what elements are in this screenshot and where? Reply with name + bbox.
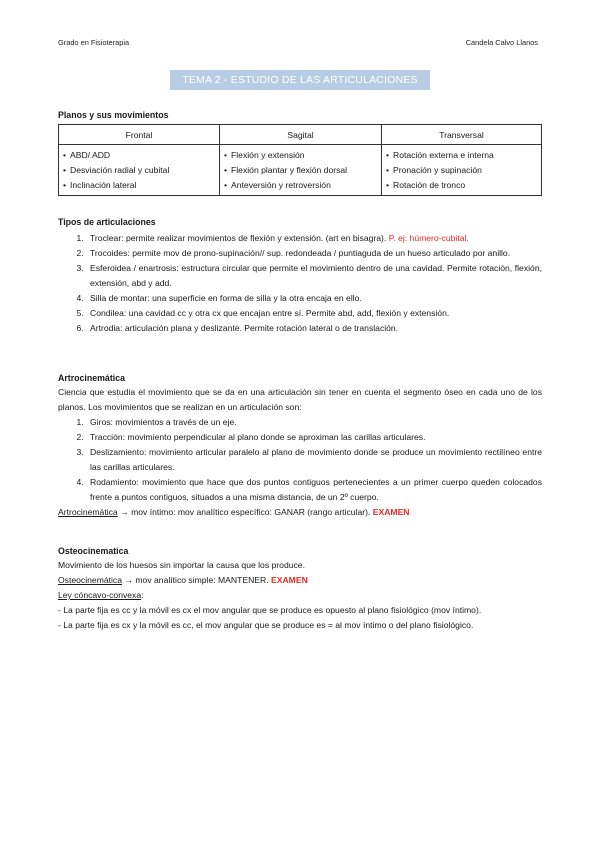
type-troclear-note: P. ej: húmero-cubital. bbox=[388, 233, 469, 243]
artro-summary bbox=[58, 505, 542, 520]
artro-section bbox=[58, 373, 542, 520]
list-item: 6. Artrodia: articulación plana y deslizante. Permite rotación lateral o de translación. bbox=[86, 321, 542, 336]
table-header-row bbox=[59, 125, 542, 145]
exam-tag: EXAMEN bbox=[271, 575, 308, 585]
osteo-heading: Osteocinematica bbox=[58, 546, 129, 556]
artro-list bbox=[58, 415, 542, 505]
law-heading-line bbox=[58, 588, 542, 603]
col-frontal: Frontal bbox=[59, 125, 220, 145]
list-item: 3. Esferoidea / enartrosis: estructura circular que permite el movimiento dentro de una cavidad. Permite rotación, flexión, extensión, abd y add. bbox=[86, 261, 542, 291]
col-sagital: Sagital bbox=[220, 125, 382, 145]
list-item: 4. Silla de montar: una superficie en forma de silla y la otra encaja en ello. bbox=[86, 291, 542, 306]
list-item: • Rotación externa e interna bbox=[386, 148, 537, 163]
exam-tag: EXAMEN bbox=[372, 507, 410, 517]
types-list bbox=[58, 231, 542, 336]
artro-heading: Artrocinemática bbox=[58, 373, 125, 383]
list-item: 5. Condilea: una cavidad cc y otra cx que encajan entre sí. Permite abd, add, flexión y extensión. bbox=[86, 306, 542, 321]
list-item: • Desviación radial y cubital bbox=[63, 163, 215, 178]
cell-transversal bbox=[382, 145, 542, 196]
artro-summary-text: → mov íntimo: mov analítico específico: GANAR (rango articular). bbox=[117, 507, 373, 517]
cell-sagital bbox=[220, 145, 382, 196]
header-left: Grado en Fisioterapia bbox=[58, 38, 130, 47]
osteo-section bbox=[58, 546, 542, 633]
types-heading: Tipos de articulaciones bbox=[58, 217, 156, 227]
type-troclear: Troclear: permite realizar movimientos de flexión y extensión. (art en bisagra). bbox=[90, 233, 387, 243]
artro-summary-term: Artrocinemática bbox=[58, 507, 118, 517]
artro-intro: Ciencia que estudia el movimiento que se da en una articulación sin tener en cuenta el segmento óseo en cada uno de los planos. Los movimientos que se realizan en un articulación son: bbox=[58, 387, 542, 412]
list-item: 4. Rodamiento: movimiento que hace que dos puntos contiguos pertenecientes a un primer cuerpo queden colocados frente a puntos contiguos, situados a una misma distancia, de un 2º cuerpo. bbox=[86, 475, 542, 505]
list-item: 1. Giros: movimientos a través de un eje. bbox=[86, 415, 542, 430]
list-item: • Pronación y supinación bbox=[386, 163, 537, 178]
list-item: • Rotación de tronco bbox=[386, 178, 537, 193]
page-title: TEMA 2 - ESTUDIO DE LAS ARTICULACIONES bbox=[170, 70, 430, 90]
list-item bbox=[86, 231, 542, 246]
col-transversal: Transversal bbox=[382, 125, 542, 145]
cell-frontal bbox=[59, 145, 220, 196]
list-item: 2. Tracción: movimiento perpendicular al plano donde se aproximan las carillas articulares. bbox=[86, 430, 542, 445]
list-item: • Inclinación lateral bbox=[63, 178, 215, 193]
law-item-1: - La parte fija es cc y la móvil es cx el mov angular que se produce es opuesto al plano fisiológico (mov íntimo). bbox=[58, 605, 482, 615]
list-item: • Flexión y extensión bbox=[224, 148, 377, 163]
list-item: 3. Deslizamiento: movimiento articular paralelo al plano de movimiento donde se produce un movimiento rectilíneo entre las carillas articulares. bbox=[86, 445, 542, 475]
list-item: • Anteversión y retroversión bbox=[224, 178, 377, 193]
law-heading: Ley cóncavo-convexa bbox=[58, 590, 142, 600]
osteo-line1: Movimiento de los huesos sin importar la causa que los produce. bbox=[58, 560, 305, 570]
planes-table bbox=[58, 124, 542, 196]
title-wrap bbox=[0, 70, 600, 90]
law-item-2: - La parte fija es cx y la móvil es cc, el mov angular que se produce es = al mov íntimo o del plano fisiológico. bbox=[58, 620, 474, 630]
osteo-summary-term: Osteocinemática bbox=[58, 575, 123, 585]
header-right: Candela Calvo Llanos bbox=[465, 38, 538, 47]
osteo-summary bbox=[58, 573, 542, 588]
planes-heading: Planos y sus movimientos bbox=[58, 110, 169, 120]
planes-section bbox=[58, 110, 542, 196]
types-section bbox=[58, 217, 542, 336]
list-item: • ABD/ ADD bbox=[63, 148, 215, 163]
law-colon: : bbox=[141, 590, 144, 600]
osteo-summary-text: → mov analítico simple: MANTENER. bbox=[122, 575, 272, 585]
list-item: • Flexión plantar y flexión dorsal bbox=[224, 163, 377, 178]
table-row bbox=[59, 145, 542, 196]
list-item: 2. Trocoides: permite mov de prono-supinación// sup. redondeada / puntiaguda de un hueso articulado por anillo. bbox=[86, 246, 542, 261]
